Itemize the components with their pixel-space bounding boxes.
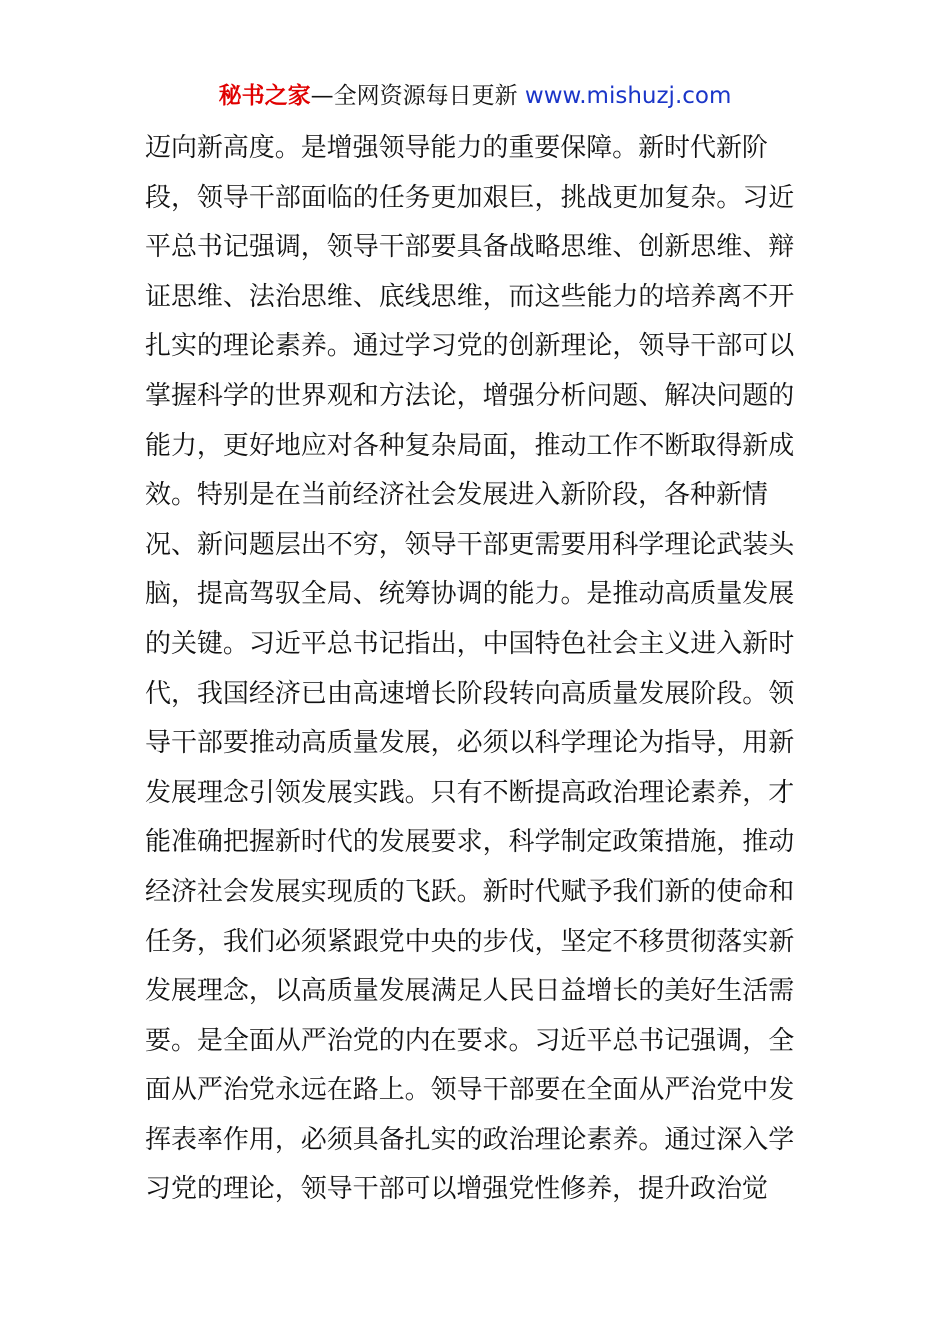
text-line: 段，领导干部面临的任务更加艰巨，挑战更加复杂。习近 [145, 182, 795, 213]
text-line: 的关键。习近平总书记指出，中国特色社会主义进入新时 [145, 628, 795, 659]
text-line: 能准确把握新时代的发展要求，科学制定政策措施，推动 [145, 827, 795, 858]
text-line: 迈向新高度。是增强领导能力的重要保障。新时代新阶 [145, 133, 768, 163]
site-tagline: —全网资源每日更新 [310, 83, 518, 109]
text-line: 脑，提高驾驭全局、统筹协调的能力。是推动高质量发展 [145, 579, 795, 610]
text-line: 代，我国经济已由高速增长阶段转向高质量发展阶段。领 [145, 678, 795, 709]
text-line: 证思维、法治思维、底线思维，而这些能力的培养离不开 [145, 281, 795, 312]
site-url-link[interactable]: www.mishuzj.com [524, 83, 732, 109]
text-line: 能力，更好地应对各种复杂局面，推动工作不断取得新成 [145, 430, 795, 461]
text-line: 平总书记强调，领导干部要具备战略思维、创新思维、辩 [145, 232, 795, 263]
text-line: 习党的理论，领导干部可以增强党性修养，提升政治觉 [145, 1174, 768, 1205]
site-brand: 秘书之家 [218, 83, 311, 109]
text-line: 效。特别是在当前经济社会发展进入新阶段，各种新情 [145, 480, 768, 511]
text-line: 发展理念引领发展实践。只有不断提高政治理论素养，才 [145, 777, 795, 808]
text-line: 导干部要推动高质量发展，必须以科学理论为指导，用新 [145, 728, 795, 759]
text-line: 经济社会发展实现质的飞跃。新时代赋予我们新的使命和 [145, 876, 795, 907]
text-line: 况、新问题层出不穷，领导干部更需要用科学理论武装头 [145, 529, 795, 560]
site-header [0, 80, 950, 112]
document-body [145, 124, 815, 1215]
text-line: 任务，我们必须紧跟党中央的步伐，坚定不移贯彻落实新 [145, 926, 795, 957]
text-line: 掌握科学的世界观和方法论，增强分析问题、解决问题的 [145, 380, 795, 411]
text-line: 要。是全面从严治党的内在要求。习近平总书记强调，全 [145, 1025, 795, 1056]
text-line: 挥表率作用，必须具备扎实的政治理论素养。通过深入学 [145, 1124, 795, 1155]
text-line: 扎实的理论素养。通过学习党的创新理论，领导干部可以 [145, 331, 795, 362]
text-line: 面从严治党永远在路上。领导干部要在全面从严治党中发 [145, 1075, 795, 1106]
text-line: 发展理念，以高质量发展满足人民日益增长的美好生活需 [145, 976, 795, 1007]
